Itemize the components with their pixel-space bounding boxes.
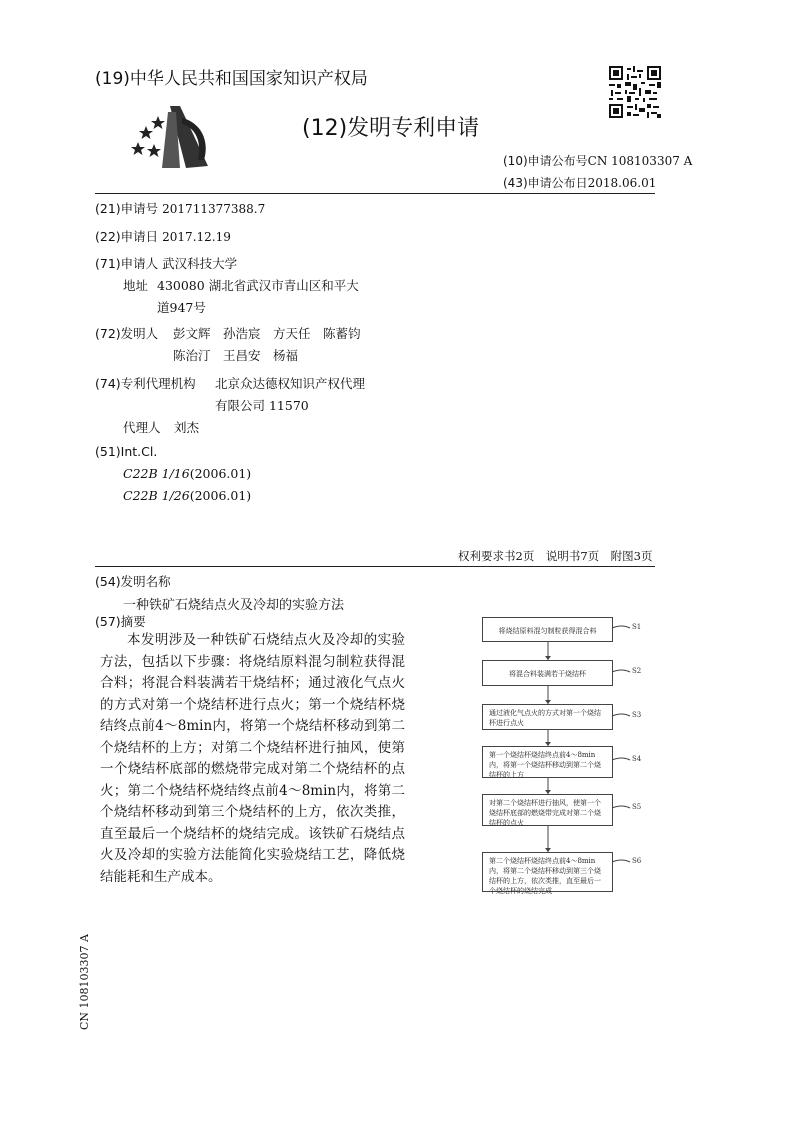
abstract-text: 本发明涉及一种铁矿石烧结点火及冷却的实验方法，包括以下步骤：将烧结原料混匀制粒获得混合料；将混合料装满若干烧结杯；通过液化气点火的方式对第一个烧结杯进行点火；第一个烧结杯烧结终点前4～8min内，将第一个烧结杯移动到第二个烧结杯的上方；对第二个烧结杯进行抽风，使第一个烧结杯底部的燃烧带完成对第二个烧结杯的点火；第二个烧结杯烧结终点前4～8min内，将第二个烧结杯移动到第三个烧结杯的上方，依次类推，直至最后一个烧结杯的烧结完成。该铁矿石烧结点火及冷却的实验方法能简化实验烧结工艺，降低烧结能耗和生产成本。 [100,632,405,885]
side-publication-number: CN 108103307 A [78,934,91,1030]
flow-step-box: 第一个烧结杯烧结终点前4～8min内，将第一个烧结杯移动到第二个烧结杯的上方 [482,746,613,778]
title-label: (54)发明名称 [95,574,171,589]
applicant: (71)申请人 武汉科技大学 [95,256,238,271]
agent-name: 刘杰 [174,420,200,435]
flow-step-label: S5 [632,803,642,811]
agency-line1: 北京众达德权知识产权代理 [215,376,366,391]
inventors-line2: 陈治汀 王昌安 杨福 [173,348,299,363]
int-cl-label: (51)Int.Cl. [95,444,158,459]
flow-step-box: 第二个烧结杯烧结终点前4～8min内，将第二个烧结杯移动到第三个烧结杯的上方，依次类推，直至最后一个烧结杯的烧结完成 [482,852,613,892]
agent-label: 代理人 [123,420,161,435]
address-label: 地址 [123,278,149,293]
inventors-label: (72)发明人 [95,326,159,341]
application-number: (21)申请号 201711377388.7 [95,201,266,216]
abstract-label: (57)摘要 [95,614,146,629]
flow-step-box: 将混合料装满若干烧结杯 [482,660,613,686]
page-count-info: 权利要求书2页 说明书7页 附图3页 [458,549,653,563]
flow-step-label: S4 [632,755,642,763]
application-date: (22)申请日 2017.12.19 [95,229,231,244]
inventors-line1: 彭文辉 孙浩宸 方天任 陈蓄钧 [173,326,361,341]
flow-step-box: 对第二个烧结杯进行抽风，使第一个烧结杯底部的燃烧带完成对第二个烧结杯的点火 [482,794,613,826]
flow-step-label: S1 [632,623,642,631]
flow-step-box: 通过液化气点火的方式对第一个烧结杯进行点火 [482,704,613,730]
invention-title: 一种铁矿石烧结点火及冷却的实验方法 [123,598,345,613]
flow-step-label: S3 [632,711,642,719]
flow-step-label: S6 [632,857,642,865]
publication-number: (10)申请公布号CN 108103307 A [503,154,693,168]
office-name: (19)中华人民共和国国家知识产权局 [95,69,368,89]
document-type: (12)发明专利申请 [302,116,480,141]
address-line1: 430080 湖北省武汉市青山区和平大 [157,278,359,293]
agency-label: (74)专利代理机构 [95,376,196,391]
flow-step-box: 将烧结原料混匀制粒获得混合料 [482,617,613,642]
address-line2: 道947号 [157,300,206,315]
ipc-entry-2: C22B 1/26(2006.01) [123,488,252,503]
agency-line2: 有限公司 11570 [215,398,309,413]
publication-date: (43)申请公布日2018.06.01 [503,176,657,190]
flow-step-label: S2 [632,667,642,675]
ipc-entry-1: C22B 1/16(2006.01) [123,466,252,481]
